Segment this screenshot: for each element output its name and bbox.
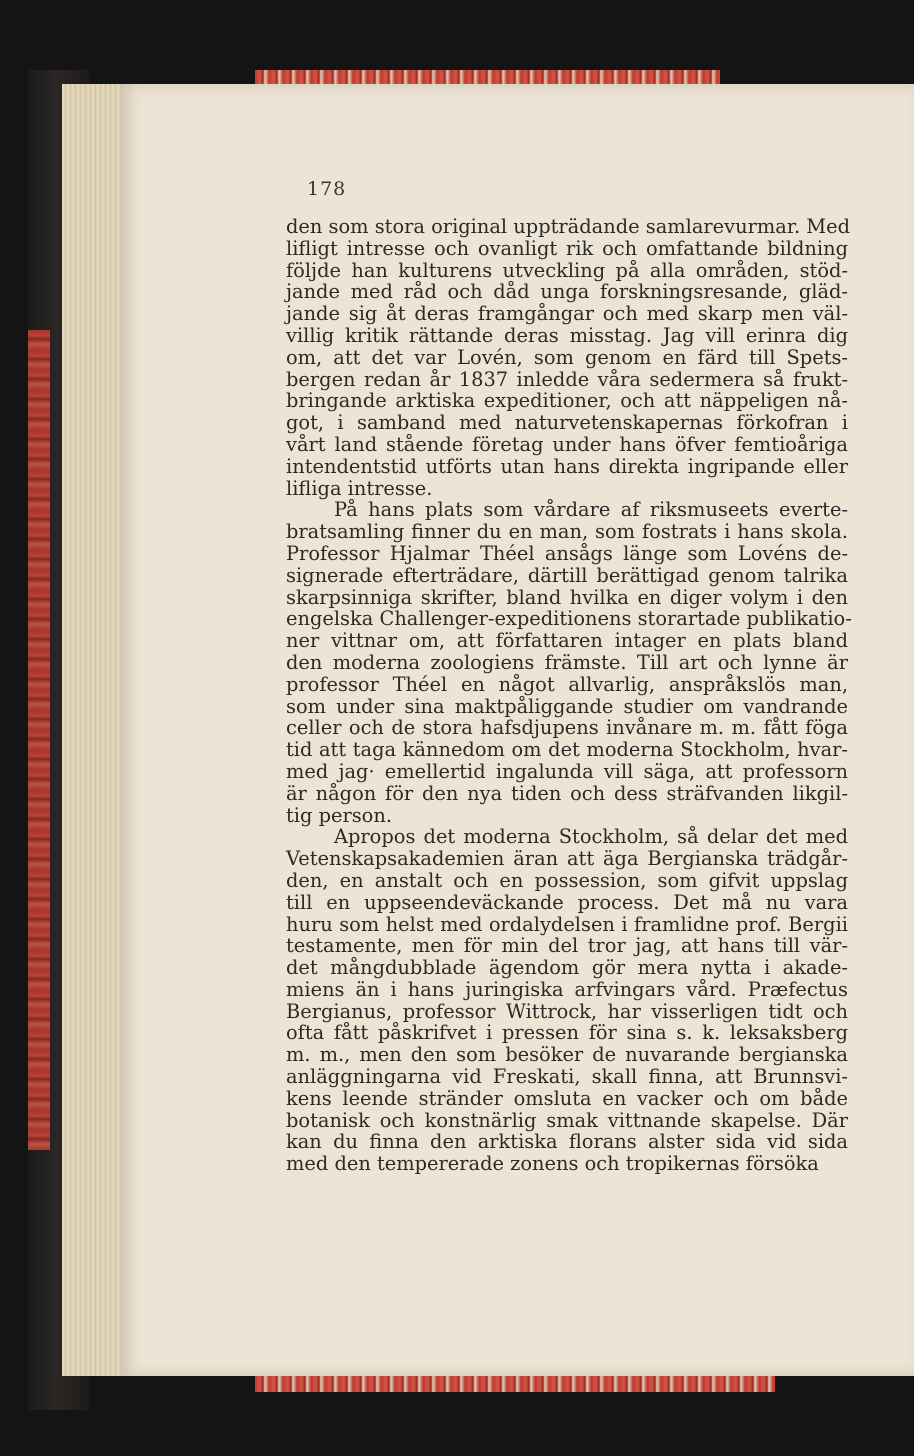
text-line: som under sina maktpåliggande studier om vandrande <box>286 694 848 718</box>
text-line: ofta fått påskrifvet i pressen för sina s. k. leksaksberg <box>286 1021 848 1045</box>
text-line: om, att det var Lovén, som genom en färd till Spets- <box>286 345 848 369</box>
text-line: den moderna zoologiens främste. Till art och lynne är <box>286 650 848 674</box>
page-number: 178 <box>307 178 347 200</box>
text-line: professor Théel en något allvarlig, anspråkslös man, <box>286 672 848 696</box>
text-line: celler och de stora hafsdjupens invånare m. m. fått föga <box>286 716 848 740</box>
text-line: huru som helst med ordalydelsen i framlidne prof. Bergii <box>286 912 848 936</box>
text-line: Professor Hjalmar Théel ansågs länge som Lovéns de- <box>286 541 848 565</box>
text-line: bratsamling finner du en man, som fostrats i hans skola. <box>286 520 848 544</box>
text-line: Bergianus, professor Wittrock, har visserligen tidt och <box>286 999 848 1023</box>
body-text <box>286 215 852 1176</box>
text-line: jande med råd och dåd unga forskningsresande, gläd- <box>286 280 848 304</box>
text-line: skarpsinniga skrifter, bland hvilka en diger volym i den <box>286 585 848 609</box>
marbled-cover-edge <box>28 330 50 1150</box>
text-line: jande sig åt deras framgångar och med skarp men väl- <box>286 302 848 326</box>
text-line: botanisk och konstnärlig smak vittnande skapelse. Där <box>286 1108 848 1132</box>
text-line: är någon för den nya tiden och dess sträfvanden likgil- <box>286 781 848 805</box>
text-line: engelska Challenger-expeditionens storartade publikatio- <box>286 607 852 631</box>
text-line: villig kritik rättande deras misstag. Jag vill erinra dig <box>286 323 848 347</box>
text-line: kens leende stränder omsluta en vacker och om både <box>286 1086 848 1110</box>
text-line: med jag· emellertid ingalunda vill säga, att professorn <box>286 759 848 783</box>
text-line: På hans plats som vårdare af riksmuseets everte- <box>334 498 848 522</box>
text-line: tig person. <box>286 803 393 827</box>
text-line: med den tempererade zonens och tropikernas försöka <box>286 1152 819 1176</box>
text-line: bringande arktiska expeditioner, och att näppeligen nå- <box>286 389 848 413</box>
text-line: följde han kulturens utveckling på alla områden, stöd- <box>286 258 848 282</box>
text-line: intendentstid utförts utan hans direkta ingripande eller <box>286 454 848 478</box>
text-line: till en uppseendeväckande process. Det må nu vara <box>286 890 848 914</box>
text-line: Apropos det moderna Stockholm, så delar det med <box>334 825 848 849</box>
text-line: den som stora original uppträdande samlarevurmar. Med <box>286 215 851 238</box>
text-line: bergen redan år 1837 inledde våra sedermera så frukt- <box>286 367 848 391</box>
text-line: anläggningarna vid Freskati, skall finna, att Brunnsvi- <box>286 1065 848 1089</box>
text-line: den, en anstalt och en possession, som gifvit uppslag <box>286 868 848 892</box>
text-line: testamente, men för min del tror jag, att hans till vär- <box>286 934 848 958</box>
text-line: tid att taga kännedom om det moderna Stockholm, hvar- <box>286 738 848 762</box>
text-line: kan du finna den arktiska florans alster sida vid sida <box>286 1130 848 1154</box>
text-line: det mångdubblade ägendom gör mera nytta i akade- <box>286 956 848 980</box>
text-line: lifligt intresse och ovanligt rik och omfattande bildning <box>286 236 848 260</box>
text-line: vårt land stående företag under hans öfver femtioåriga <box>286 432 848 456</box>
text-line: lifliga intresse. <box>286 476 433 500</box>
text-line: miens än i hans juringiska arfvingars vård. Præfectus <box>286 977 848 1001</box>
text-line: ner vittnar om, att författaren intager en plats bland <box>286 629 848 653</box>
text-line: m. m., men den som besöker de nuvarande bergianska <box>286 1043 848 1067</box>
text-line: signerade efterträdare, därtill berättigad genom talrika <box>286 563 848 587</box>
text-line: Vetenskapsakademien äran att äga Bergianska trädgår- <box>286 847 848 871</box>
text-line: got, i samband med naturvetenskapernas förkofran i <box>286 411 848 435</box>
